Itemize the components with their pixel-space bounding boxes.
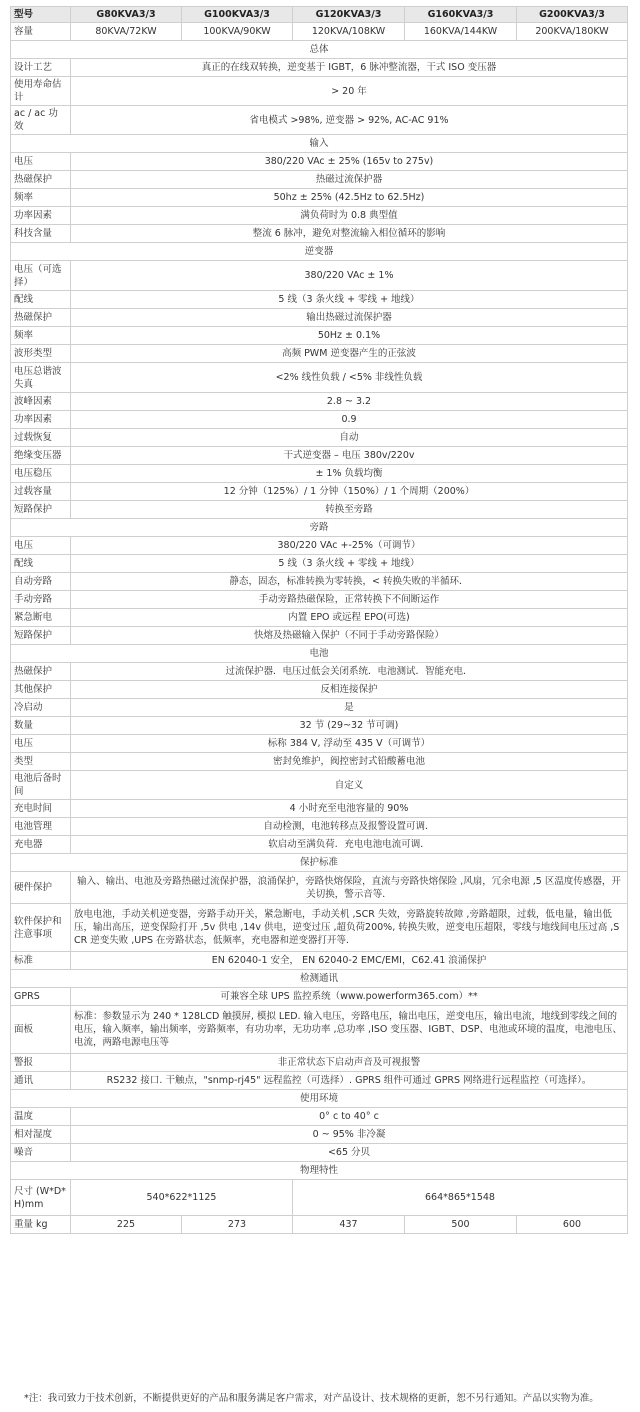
spec-label: 过载容量 — [11, 483, 71, 501]
spec-row — [11, 952, 628, 970]
spec-value: 真正的在线双转换，逆变基于 IGBT，6 脉冲整流器，干式 ISO 变压器 — [71, 59, 628, 77]
spec-row — [11, 1006, 628, 1054]
spec-row — [11, 591, 628, 609]
spec-row — [11, 555, 628, 573]
spec-value: 标准：参数显示为 240 * 128LCD 触摸屏, 模拟 LED. 输入电压，旁路电压，输出电压，逆变电压，输出电流，地线到零线之间的电压，输入频率，输出频率，旁路频率，有功功率，无功功率 ,总功率 ,ISO 变压器、IGBT、DSP、电池或环境的温度，电池电压、电流，两路电源电压等 — [71, 1006, 628, 1054]
spec-table — [10, 6, 628, 1234]
spec-row — [11, 717, 628, 735]
dimensions-row — [11, 1180, 628, 1216]
spec-value: 标称 384 V, 浮动至 435 V（可调节） — [71, 735, 628, 753]
spec-value: 放电电池，手动关机逆变器，旁路手动开关，紧急断电，手动关机 ,SCR 失效，旁路旋转故障 ,旁路超限，过载，低电量，输出低压，输出高压，逆变保险打开 ,5v 供电 ,14v 供电，逆变过压 ,超负荷200%, 转换失败，逆变电压超限，零线与地线间电压过高 ,SCR 逆变失败 ,UPS 在旁路状态，低频率，充电器和逆变器打开等． — [71, 904, 628, 952]
spec-label: 电池管理 — [11, 818, 71, 836]
spec-row — [11, 836, 628, 854]
spec-value: 是 — [71, 699, 628, 717]
spec-value: ± 1% 负载均衡 — [71, 465, 628, 483]
spec-value: 满负荷时为 0.8 典型值 — [71, 207, 628, 225]
spec-row — [11, 609, 628, 627]
spec-value: 5 线（3 条火线 + 零线 + 地线） — [71, 291, 628, 309]
spec-row — [11, 771, 628, 800]
spec-label: 手动旁路 — [11, 591, 71, 609]
spec-row — [11, 153, 628, 171]
model-name: G120KVA3/3 — [293, 7, 405, 23]
spec-value: 静态，固态，标准转换为零转换，< 转换失败的半循环． — [71, 573, 628, 591]
spec-value: 2.8 ~ 3.2 — [71, 393, 628, 411]
spec-label: 功率因素 — [11, 207, 71, 225]
spec-value: 高频 PWM 逆变器产生的正弦波 — [71, 345, 628, 363]
spec-row — [11, 904, 628, 952]
spec-value: 380/220 VAc ± 25% (165v to 275v) — [71, 153, 628, 171]
spec-label: 充电时间 — [11, 800, 71, 818]
spec-value: 非正常状态下启动声音及可视报警 — [71, 1054, 628, 1072]
spec-row — [11, 988, 628, 1006]
spec-value: > 20 年 — [71, 77, 628, 106]
spec-row — [11, 1126, 628, 1144]
spec-label: 热磁保护 — [11, 309, 71, 327]
spec-row — [11, 627, 628, 645]
spec-label: 电池后备时间 — [11, 771, 71, 800]
section-header-row — [11, 135, 628, 153]
spec-value: 0 ~ 95% 非冷凝 — [71, 1126, 628, 1144]
spec-label: 数量 — [11, 717, 71, 735]
weight-value: 600 — [517, 1216, 628, 1234]
spec-row — [11, 171, 628, 189]
spec-value: 4 小时充至电池容量的 90% — [71, 800, 628, 818]
spec-label: 绝缘变压器 — [11, 447, 71, 465]
capacity-value: 120KVA/108KW — [293, 23, 405, 41]
spec-label: 电压（可选择） — [11, 261, 71, 291]
spec-value: 过流保护器．电压过低会关闭系统．电池测试．智能充电． — [71, 663, 628, 681]
spec-row — [11, 483, 628, 501]
spec-label: GPRS — [11, 988, 71, 1006]
spec-value: 转换至旁路 — [71, 501, 628, 519]
spec-row — [11, 818, 628, 836]
spec-label: 充电器 — [11, 836, 71, 854]
model-label: 型号 — [11, 7, 71, 23]
spec-label: 配线 — [11, 291, 71, 309]
section-title: 使用环境 — [11, 1090, 628, 1108]
spec-value: <65 分贝 — [71, 1144, 628, 1162]
section-header-row — [11, 519, 628, 537]
section-header-row — [11, 854, 628, 872]
section-header-row — [11, 1162, 628, 1180]
spec-label: 短路保护 — [11, 501, 71, 519]
spec-value: 软启动至满负荷．充电电池电流可调． — [71, 836, 628, 854]
spec-row — [11, 537, 628, 555]
capacity-value: 160KVA/144KW — [405, 23, 517, 41]
model-header-row — [11, 7, 628, 23]
spec-value: 50Hz ± 0.1% — [71, 327, 628, 345]
spec-row — [11, 261, 628, 291]
spec-row — [11, 699, 628, 717]
section-title: 物理特性 — [11, 1162, 628, 1180]
spec-label: 波形类型 — [11, 345, 71, 363]
spec-row — [11, 1072, 628, 1090]
spec-value: 内置 EPO 或远程 EPO(可选) — [71, 609, 628, 627]
spec-label: 温度 — [11, 1108, 71, 1126]
spec-label: 功率因素 — [11, 411, 71, 429]
spec-row — [11, 59, 628, 77]
spec-value: 自动检测，电池转移点及报警设置可调． — [71, 818, 628, 836]
spec-value: 5 线（3 条火线 + 零线 + 地线） — [71, 555, 628, 573]
spec-label: 电压 — [11, 537, 71, 555]
spec-value: 干式逆变器 – 电压 380v/220v — [71, 447, 628, 465]
section-header-row — [11, 41, 628, 59]
spec-row — [11, 681, 628, 699]
spec-label: 过载恢复 — [11, 429, 71, 447]
footnote: *注：我司致力于技术创新，不断提供更好的产品和服务满足客户需求，对产品设计、技术规格的更新，恕不另行通知。产品以实物为准。 — [24, 1393, 599, 1404]
spec-row — [11, 465, 628, 483]
model-name: G160KVA3/3 — [405, 7, 517, 23]
weight-label: 重量 kg — [11, 1216, 71, 1234]
spec-label: 警报 — [11, 1054, 71, 1072]
spec-row — [11, 872, 628, 904]
section-title: 电池 — [11, 645, 628, 663]
spec-value: 12 分钟（125%）/ 1 分钟（150%）/ 1 个周期（200%） — [71, 483, 628, 501]
spec-label: 使用寿命估计 — [11, 77, 71, 106]
capacity-value: 100KVA/90KW — [182, 23, 293, 41]
spec-label: 科技含量 — [11, 225, 71, 243]
spec-value: 0° c to 40° c — [71, 1108, 628, 1126]
spec-label: 短路保护 — [11, 627, 71, 645]
spec-row — [11, 393, 628, 411]
spec-row — [11, 663, 628, 681]
spec-label: 频率 — [11, 189, 71, 207]
spec-label: 电压稳压 — [11, 465, 71, 483]
model-name: G200KVA3/3 — [517, 7, 628, 23]
spec-value: 32 节 (29~32 节可调) — [71, 717, 628, 735]
spec-value: EN 62040-1 安全， EN 62040-2 EMC/EMI，C62.41 浪涌保护 — [71, 952, 628, 970]
spec-row — [11, 573, 628, 591]
spec-row — [11, 291, 628, 309]
spec-value: 反相连接保护 — [71, 681, 628, 699]
spec-label: 噪音 — [11, 1144, 71, 1162]
spec-value: 380/220 VAc ± 1% — [71, 261, 628, 291]
spec-value: 密封免维护，阀控密封式铅酸蓄电池 — [71, 753, 628, 771]
spec-row — [11, 429, 628, 447]
spec-value: 快熔及热磁输入保护（不同于手动旁路保险） — [71, 627, 628, 645]
section-title: 输入 — [11, 135, 628, 153]
spec-label: 电压 — [11, 153, 71, 171]
spec-row — [11, 345, 628, 363]
spec-label: 自动旁路 — [11, 573, 71, 591]
spec-value: <2% 线性负载 / <5% 非线性负载 — [71, 363, 628, 393]
spec-row — [11, 800, 628, 818]
spec-row — [11, 753, 628, 771]
spec-label: 热磁保护 — [11, 663, 71, 681]
section-title: 总体 — [11, 41, 628, 59]
weight-row — [11, 1216, 628, 1234]
spec-label: 频率 — [11, 327, 71, 345]
spec-label: 电压 — [11, 735, 71, 753]
spec-row — [11, 501, 628, 519]
section-title: 检测通讯 — [11, 970, 628, 988]
spec-label: 热磁保护 — [11, 171, 71, 189]
spec-row — [11, 411, 628, 429]
spec-value: 省电模式 >98%, 逆变器 > 92%, AC-AC 91% — [71, 106, 628, 135]
section-title: 旁路 — [11, 519, 628, 537]
weight-value: 500 — [405, 1216, 517, 1234]
spec-row — [11, 77, 628, 106]
spec-label: 软件保护和注意事项 — [11, 904, 71, 952]
spec-value: 可兼容全球 UPS 监控系统（www.powerform365.com）** — [71, 988, 628, 1006]
spec-label: 配线 — [11, 555, 71, 573]
spec-row — [11, 363, 628, 393]
spec-value: 自定义 — [71, 771, 628, 800]
model-name: G80KVA3/3 — [71, 7, 182, 23]
spec-label: 相对湿度 — [11, 1126, 71, 1144]
spec-row — [11, 1144, 628, 1162]
spec-row — [11, 327, 628, 345]
spec-label: 其他保护 — [11, 681, 71, 699]
spec-label: 类型 — [11, 753, 71, 771]
spec-label: ac / ac 功效 — [11, 106, 71, 135]
spec-value: 输入、输出、电池及旁路热磁过流保护器，浪涌保护，旁路快熔保险，直流与旁路快熔保险 ,风扇，冗余电源 ,5 区温度传感器，开关切换，警示音等． — [71, 872, 628, 904]
spec-value: RS232 接口. 干触点，"snmp-rj45" 远程监控（可选择）. GPRS 组件可通过 GPRS 网络进行远程监控（可选择）。 — [71, 1072, 628, 1090]
capacity-label: 容量 — [11, 23, 71, 41]
spec-row — [11, 106, 628, 135]
section-header-row — [11, 645, 628, 663]
spec-value: 50hz ± 25% (42.5Hz to 62.5Hz) — [71, 189, 628, 207]
section-header-row — [11, 970, 628, 988]
spec-label: 电压总谐波失真 — [11, 363, 71, 393]
spec-row — [11, 225, 628, 243]
capacity-row — [11, 23, 628, 41]
spec-value: 自动 — [71, 429, 628, 447]
dimensions-label: 尺寸 (W*D*H)mm — [11, 1180, 71, 1216]
section-header-row — [11, 1090, 628, 1108]
spec-row — [11, 309, 628, 327]
spec-label: 冷启动 — [11, 699, 71, 717]
spec-value: 整流 6 脉冲，避免对整流输入相位循环的影响 — [71, 225, 628, 243]
spec-label: 通讯 — [11, 1072, 71, 1090]
spec-row — [11, 735, 628, 753]
capacity-value: 200KVA/180KW — [517, 23, 628, 41]
spec-row — [11, 189, 628, 207]
spec-label: 硬件保护 — [11, 872, 71, 904]
dimensions-value-large: 664*865*1548 — [293, 1180, 628, 1216]
dimensions-value-small: 540*622*1125 — [71, 1180, 293, 1216]
section-header-row — [11, 243, 628, 261]
spec-value: 输出热磁过流保护器 — [71, 309, 628, 327]
spec-value: 热磁过流保护器 — [71, 171, 628, 189]
spec-value: 0.9 — [71, 411, 628, 429]
weight-value: 273 — [182, 1216, 293, 1234]
spec-row — [11, 447, 628, 465]
spec-row — [11, 207, 628, 225]
spec-label: 波峰因素 — [11, 393, 71, 411]
spec-row — [11, 1054, 628, 1072]
section-title: 逆变器 — [11, 243, 628, 261]
model-name: G100KVA3/3 — [182, 7, 293, 23]
weight-value: 225 — [71, 1216, 182, 1234]
capacity-value: 80KVA/72KW — [71, 23, 182, 41]
spec-value: 手动旁路热磁保险，正常转换下不间断运作 — [71, 591, 628, 609]
spec-value: 380/220 VAc +-25%（可调节） — [71, 537, 628, 555]
spec-sheet — [10, 6, 627, 1234]
spec-label: 紧急断电 — [11, 609, 71, 627]
spec-label: 标准 — [11, 952, 71, 970]
section-title: 保护标准 — [11, 854, 628, 872]
spec-label: 面板 — [11, 1006, 71, 1054]
weight-value: 437 — [293, 1216, 405, 1234]
spec-row — [11, 1108, 628, 1126]
spec-label: 设计工艺 — [11, 59, 71, 77]
